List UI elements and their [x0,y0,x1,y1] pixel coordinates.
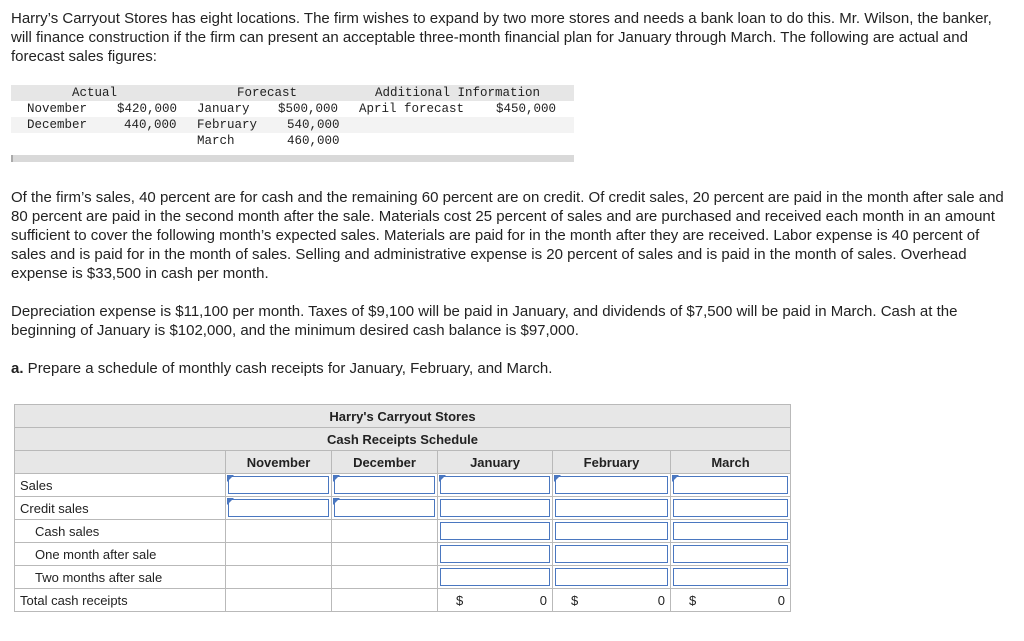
credit-sales-december-input[interactable] [334,499,435,517]
additional-value: $450,000 [496,102,557,116]
schedule-subtitle: Cash Receipts Schedule [15,428,791,451]
cell-credit-december [332,497,438,520]
cell-credit-january [438,497,553,520]
table-row [15,589,791,612]
cash-sales-march-input[interactable] [673,522,788,540]
input-flag-icon [227,498,234,505]
total-march-value: 0 [777,593,785,608]
forecast-value: $500,000 [278,102,339,116]
currency-symbol: $ [571,593,579,608]
cash-sales-february-input[interactable] [555,522,668,540]
table-row [15,520,791,543]
sales-november-input[interactable] [228,476,329,494]
cell-one-month-january [438,543,553,566]
column-header-february: February [553,451,671,474]
cell-two-months-march [671,566,791,589]
forecast-month: February [197,118,258,132]
actual-value: 440,000 [124,118,177,132]
cell-two-months-january [438,566,553,589]
two-months-march-input[interactable] [673,568,788,586]
input-flag-icon [227,475,234,482]
column-header-december: December [332,451,438,474]
empty-cell [332,589,438,612]
total-march [671,589,791,612]
column-header-january: January [438,451,553,474]
empty-cell [332,566,438,589]
one-month-march-input[interactable] [673,545,788,563]
cell-cash-january [438,520,553,543]
forecast-month: January [197,102,250,116]
cell-one-month-march [671,543,791,566]
additional-label: April forecast [359,102,465,116]
sales-figures-table [11,84,574,164]
cell-one-month-february [553,543,671,566]
cell-sales-december [332,474,438,497]
question-a [11,359,1016,378]
actual-month: November [27,102,88,116]
cash-sales-january-input[interactable] [440,522,550,540]
two-months-february-input[interactable] [555,568,668,586]
cell-credit-february [553,497,671,520]
empty-cell [226,589,332,612]
one-month-february-input[interactable] [555,545,668,563]
assumptions-paragraph: Of the firm’s sales, 40 percent are for cash and the remaining 60 percent are on credit. Of credit sales, 20 percent are paid in the month after sale and 80 percent are paid in the second month after the sale. Materials cost 25 percent of sales and are purchased and received each month in an amount sufficient to cover the following month’s expected sales. Materials are paid for in the month after they are received. Labor expense is 40 percent of sales and is paid for in the month of sales. Selling and administrative expense is 20 percent of sales and is paid in the month of sales. Overhead expense is $33,500 in cash per month. [11,189,1004,282]
sales-march-input[interactable] [673,476,788,494]
cell-two-months-february [553,566,671,589]
row-label-sales: Sales [15,474,226,497]
header-blank [15,451,226,474]
sales-january-input[interactable] [440,476,550,494]
forecast-value: 460,000 [287,134,340,148]
empty-cell [226,566,332,589]
row-label-credit-sales: Credit sales [15,497,226,520]
total-january [438,589,553,612]
actual-month: December [27,118,88,132]
table-row [15,543,791,566]
header-forecast: Forecast [237,86,298,100]
credit-sales-february-input[interactable] [555,499,668,517]
problem-intro: Harry’s Carryout Stores has eight locations. The firm wishes to expand by two more stores and needs a bank loan to do this. Mr. Wilson, the banker, will finance construction if the firm can present an acceptable three-month financial plan for January through March. The following are actual and forecast sales figures: [11,10,992,65]
question-letter: a. [11,360,24,377]
table-row [15,474,791,497]
input-flag-icon [554,475,561,482]
cell-credit-march [671,497,791,520]
question-text: Prepare a schedule of monthly cash receipts for January, February, and March. [23,360,553,377]
header-additional-information: Additional Information [375,86,541,100]
cell-sales-february [553,474,671,497]
cash-receipts-schedule [14,404,791,612]
forecast-month: March [197,134,235,148]
header-actual: Actual [72,86,118,100]
two-months-january-input[interactable] [440,568,550,586]
sales-december-input[interactable] [334,476,435,494]
sales-february-input[interactable] [555,476,668,494]
currency-symbol: $ [689,593,697,608]
cell-sales-march [671,474,791,497]
empty-cell [332,543,438,566]
credit-sales-march-input[interactable] [673,499,788,517]
column-header-march: March [671,451,791,474]
one-month-january-input[interactable] [440,545,550,563]
row-label-two-months-after-sale: Two months after sale [15,566,226,589]
credit-sales-january-input[interactable] [440,499,550,517]
empty-cell [332,520,438,543]
total-february [553,589,671,612]
actual-value: $420,000 [117,102,178,116]
input-flag-icon [333,498,340,505]
total-january-value: 0 [539,593,547,608]
cell-sales-november [226,474,332,497]
cell-cash-march [671,520,791,543]
table-row [15,566,791,589]
row-label-cash-sales: Cash sales [15,520,226,543]
row-label-total-cash-receipts: Total cash receipts [15,589,226,612]
currency-symbol: $ [456,593,464,608]
input-flag-icon [333,475,340,482]
row-label-one-month-after-sale: One month after sale [15,543,226,566]
total-february-value: 0 [657,593,665,608]
cell-sales-january [438,474,553,497]
input-flag-icon [672,475,679,482]
input-flag-icon [439,475,446,482]
column-header-november: November [226,451,332,474]
credit-sales-november-input[interactable] [228,499,329,517]
sales-table-bottom-rule [11,155,574,162]
table-row [15,497,791,520]
forecast-value: 540,000 [287,118,340,132]
schedule-title: Harry's Carryout Stores [15,405,791,428]
empty-cell [226,520,332,543]
cell-cash-february [553,520,671,543]
cash-details-paragraph: Depreciation expense is $11,100 per month. Taxes of $9,100 will be paid in January, and dividends of $7,500 will be paid in March. Cash at the beginning of January is $102,000, and the minimum desired cash balance is $97,000. [11,303,958,339]
empty-cell [226,543,332,566]
cell-credit-november [226,497,332,520]
